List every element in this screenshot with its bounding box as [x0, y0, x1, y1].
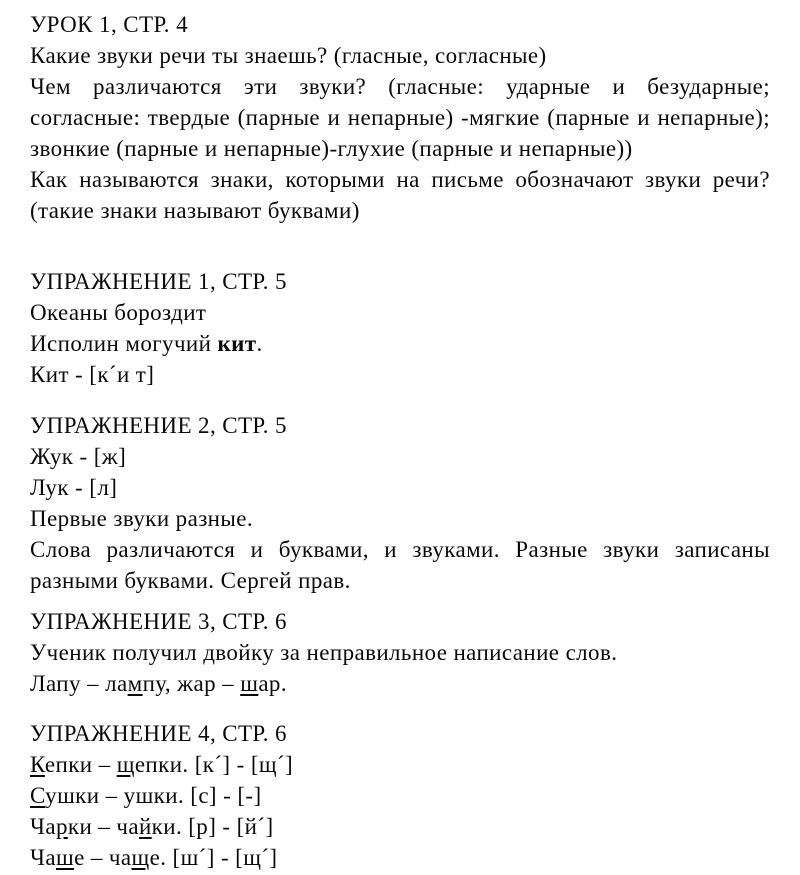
text-line — [30, 71, 770, 102]
text-segment: . — [256, 331, 263, 356]
text-segment: Ученик получил двойку за неправильное написание слов. — [30, 640, 618, 665]
text-line — [30, 780, 770, 811]
text-segment: пу, жар – — [142, 671, 241, 696]
text-segment: Какие звуки речи ты знаешь? (гласные, согласные) — [30, 43, 547, 68]
text-segment: ар. — [258, 671, 287, 696]
document-page — [30, 9, 770, 873]
text-line — [30, 503, 770, 534]
text-line — [30, 195, 770, 226]
text-segment: Лапу – ла — [30, 671, 128, 696]
text-segment: Ча — [30, 845, 56, 870]
text-line — [30, 297, 770, 328]
text-segment: Лук - [л] — [30, 475, 118, 500]
text-segment: ушки – ушки. [с] - [-] — [45, 783, 262, 808]
section-heading: УПРАЖНЕНИЕ 3, СТР. 6 — [30, 609, 287, 634]
section-lesson-1 — [30, 9, 770, 226]
text-segment: разными буквами. Сергей прав. — [30, 568, 351, 593]
text-segment: щ — [131, 845, 150, 870]
text-line — [30, 102, 770, 133]
text-segment: Первые звуки разные. — [30, 506, 253, 531]
section-exercise-3 — [30, 606, 770, 699]
section-heading: УПРАЖНЕНИЕ 1, СТР. 5 — [30, 269, 287, 294]
text-line — [30, 842, 770, 873]
text-segment: Как называются знаки, которыми на письме обозначают звуки речи? — [30, 167, 770, 192]
text-segment: ш — [240, 671, 259, 696]
text-segment: е – ча — [74, 845, 132, 870]
text-segment: ки – ча — [67, 814, 139, 839]
text-segment: звонкие (парные и непарные)-глухие (парные и непарные)) — [30, 136, 633, 161]
text-segment: ки. [р] - [й´] — [151, 814, 274, 839]
text-segment: согласные: твердые (парные и непарные) -мягкие (парные и непарные); — [30, 105, 770, 130]
text-line — [30, 565, 770, 596]
text-segment: епки. [к´] - [щ´] — [134, 752, 294, 777]
text-line — [30, 328, 770, 359]
text-segment: е. [ш´] - [щ´] — [149, 845, 278, 870]
text-segment: щ — [116, 752, 135, 777]
text-line — [30, 534, 770, 565]
text-segment: ш — [55, 845, 75, 870]
text-segment: Слова различаются и буквами, и звуками. Разные звуки записаны — [30, 537, 770, 562]
text-line — [30, 441, 770, 472]
text-segment: р — [55, 814, 68, 839]
text-segment: кит — [217, 331, 257, 356]
section-exercise-2 — [30, 410, 770, 596]
text-line — [30, 637, 770, 668]
text-line — [30, 472, 770, 503]
text-segment: Исполин могучий — [30, 331, 218, 356]
text-line — [30, 133, 770, 164]
text-line — [30, 668, 770, 699]
text-line — [30, 359, 770, 390]
text-segment: й — [138, 814, 152, 839]
text-segment: Ча — [30, 814, 56, 839]
text-segment: С — [30, 783, 46, 808]
text-segment: Жук - [ж] — [30, 444, 127, 469]
section-exercise-4 — [30, 718, 770, 873]
text-line — [30, 164, 770, 195]
text-segment: Кит - [к´и т] — [30, 362, 155, 387]
text-segment: м — [127, 671, 143, 696]
section-heading: УРОК 1, СТР. 4 — [30, 12, 188, 37]
text-segment: К — [30, 752, 45, 777]
text-line — [30, 40, 770, 71]
section-exercise-1 — [30, 266, 770, 390]
text-line — [30, 749, 770, 780]
text-segment: (такие знаки называют буквами) — [30, 198, 360, 223]
text-segment: Океаны бороздит — [30, 300, 207, 325]
text-segment: епки – — [44, 752, 117, 777]
text-segment: Чем различаются эти звуки? (гласные: ударные и безударные; — [30, 74, 770, 99]
text-line — [30, 811, 770, 842]
section-heading: УПРАЖНЕНИЕ 4, СТР. 6 — [30, 721, 287, 746]
section-heading: УПРАЖНЕНИЕ 2, СТР. 5 — [30, 413, 287, 438]
